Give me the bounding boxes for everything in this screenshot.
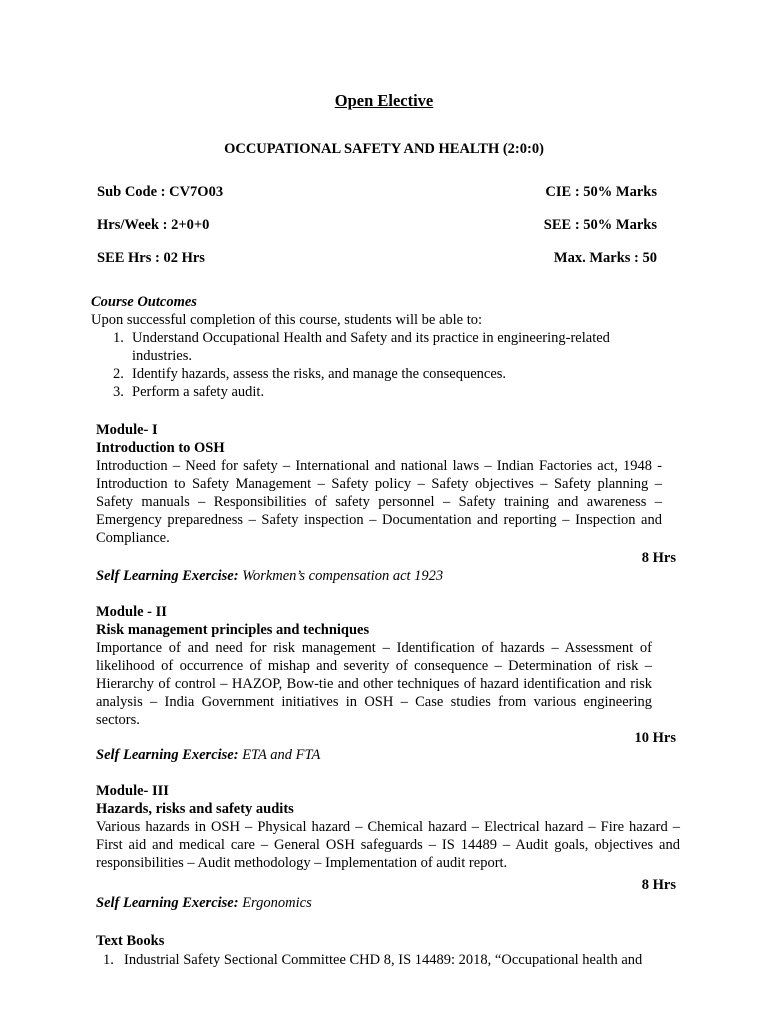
- course-outcomes-list: [91, 329, 651, 401]
- see-marks: SEE : 50% Marks: [543, 217, 657, 233]
- module-label: Module- III: [96, 783, 169, 799]
- sle-label: Self Learning Exercise:: [96, 747, 239, 763]
- see-hrs: SEE Hrs : 02 Hrs: [97, 250, 205, 266]
- course-outcomes-intro: Upon successful completion of this course, students will be able to:: [91, 312, 483, 328]
- sle-text: ETA and FTA: [242, 747, 321, 763]
- course-outcomes-heading: Course Outcomes: [91, 294, 197, 310]
- module-3: [96, 782, 680, 872]
- module-label: Module- I: [96, 422, 158, 438]
- list-item-text: Perform a safety audit.: [132, 384, 265, 400]
- list-item-number: 2.: [113, 366, 124, 382]
- module-hours: 8 Hrs: [641, 877, 676, 893]
- module-1: [96, 421, 680, 547]
- sle-text: Ergonomics: [242, 895, 312, 911]
- module-content: Various hazards in OSH – Physical hazard – Chemical hazard – Electrical hazard – Fire hazard – First aid and medical care – General OSH safeguards – IS 14489 – Audit goals, objectives and responsibilities – Audit methodology – Implementation of audit report.: [96, 819, 680, 871]
- module-title: Introduction to OSH: [96, 440, 225, 456]
- text-book-entry: Industrial Safety Sectional Committee CHD 8, IS 14489: 2018, “Occupational health and: [124, 952, 643, 968]
- list-item-text: Understand Occupational Health and Safety and its practice in engineering-related industries.: [132, 330, 610, 364]
- hrs-per-week: Hrs/Week : 2+0+0: [97, 217, 210, 233]
- text-books-heading: Text Books: [96, 933, 165, 949]
- text-book-number: 1.: [103, 952, 114, 968]
- list-item: [91, 329, 651, 365]
- list-item: [91, 383, 651, 401]
- module-hours: 10 Hrs: [634, 730, 676, 746]
- course-outcomes-section: [91, 293, 651, 401]
- max-marks: Max. Marks : 50: [553, 250, 657, 266]
- module-content: Importance of and need for risk management – Identification of hazards – Assessment of likelihood of occurrence of mishap and severity of consequence – Determination of risk – Hierarchy of control – HAZOP, Bow-tie and other techniques of hazard identification and risk analysis – India Government initiatives in OSH – Case studies from various engineering sectors.: [96, 640, 652, 728]
- self-learning-exercise: [96, 567, 443, 585]
- sle-text: Workmen’s compensation act 1923: [242, 568, 444, 584]
- page-title: Open Elective: [334, 91, 434, 110]
- module-label: Module - II: [96, 604, 167, 620]
- sle-label: Self Learning Exercise:: [96, 568, 239, 584]
- list-item-text: Identify hazards, assess the risks, and manage the consequences.: [132, 366, 507, 382]
- module-title: Risk management principles and techniques: [96, 622, 370, 638]
- course-name: OCCUPATIONAL SAFETY AND HEALTH (2:0:0): [224, 141, 544, 157]
- list-item-number: 3.: [113, 384, 124, 400]
- module-title: Hazards, risks and safety audits: [96, 801, 294, 817]
- module-hours: 8 Hrs: [641, 550, 676, 566]
- module-2: [96, 603, 680, 729]
- sle-label: Self Learning Exercise:: [96, 895, 239, 911]
- list-item: [91, 365, 651, 383]
- list-item-number: 1.: [113, 330, 124, 346]
- cie-marks: CIE : 50% Marks: [545, 184, 657, 200]
- self-learning-exercise: [96, 746, 320, 764]
- module-content: Introduction – Need for safety – International and national laws – Indian Factories act, 1948 - Introduction to Safety Management – Safety policy – Safety objectives – Safety planning – Safety manuals – Responsibilities of safety personnel – Safety training and awareness – Emergency preparedness – Safety inspection – Documentation and reporting – Inspection and Compliance.: [96, 458, 662, 546]
- sub-code: Sub Code : CV7O03: [97, 184, 224, 200]
- self-learning-exercise: [96, 894, 312, 912]
